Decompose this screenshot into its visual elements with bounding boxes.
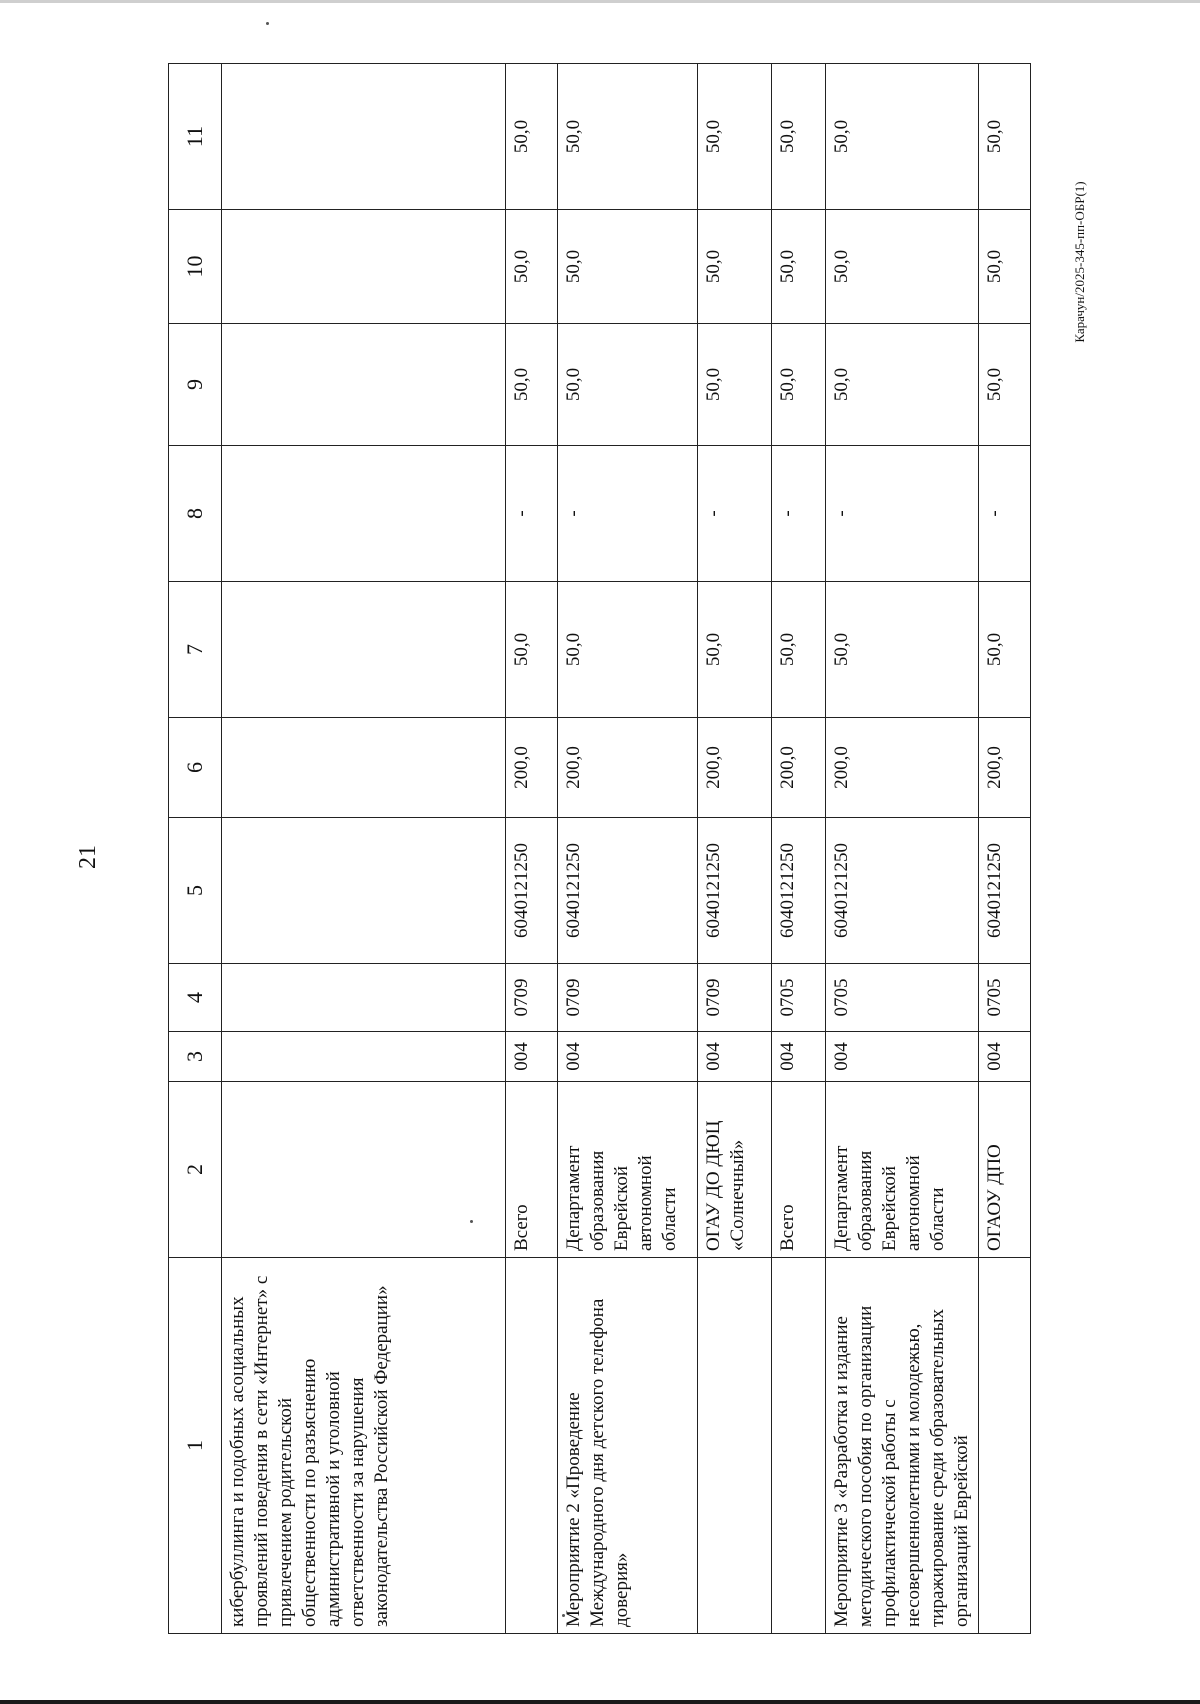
scan-top-edge <box>0 0 1200 3</box>
cell-6: 200,0 <box>506 718 558 818</box>
cell-11: 50,0 <box>698 64 772 210</box>
cell-8: - <box>979 446 1031 582</box>
cell-3: 004 <box>558 1032 698 1082</box>
cell-4 <box>222 964 506 1032</box>
responsible-cell: ОГАОУ ДПО <box>979 1082 1031 1258</box>
cell-9: 50,0 <box>979 324 1031 446</box>
cell-9: 50,0 <box>772 324 826 446</box>
cell-6: 200,0 <box>826 718 979 818</box>
cell-9: 50,0 <box>698 324 772 446</box>
column-header: 11 <box>169 64 222 210</box>
activity-name-cell <box>506 1258 558 1634</box>
cell-4: 0705 <box>979 964 1031 1032</box>
column-header: 1 <box>169 1258 222 1634</box>
cell-6: 200,0 <box>698 718 772 818</box>
page-number: 21 <box>75 845 101 869</box>
cell-4: 0709 <box>558 964 698 1032</box>
cell-8: - <box>772 446 826 582</box>
cell-5: 6040121250 <box>558 818 698 964</box>
cell-5 <box>222 818 506 964</box>
cell-6: 200,0 <box>772 718 826 818</box>
responsible-cell: ОГАУ ДО ДЮЦ «Солнечный» <box>698 1082 772 1258</box>
cell-7: 50,0 <box>979 582 1031 718</box>
activity-name-cell: кибербуллинга и подобных асоциальных проявлений поведения в сети «Интернет» с привлечением родительской общественности по разъяснению административной и уголовной ответственности за нарушения законодательства Российской Федерации» <box>222 1258 506 1634</box>
cell-5: 6040121250 <box>698 818 772 964</box>
activity-name-cell <box>772 1258 826 1634</box>
responsible-cell: Департамент образования Еврейской автономной области <box>826 1082 979 1258</box>
cell-6: 200,0 <box>558 718 698 818</box>
column-header: 7 <box>169 582 222 718</box>
cell-10: 50,0 <box>826 210 979 324</box>
table-row <box>506 64 558 1634</box>
cell-3: 004 <box>979 1032 1031 1082</box>
scan-speck <box>266 22 269 25</box>
cell-11 <box>222 64 506 210</box>
cell-11: 50,0 <box>826 64 979 210</box>
cell-9: 50,0 <box>506 324 558 446</box>
table-row <box>826 64 979 1634</box>
cell-3: 004 <box>698 1032 772 1082</box>
cell-5: 6040121250 <box>979 818 1031 964</box>
cell-10: 50,0 <box>506 210 558 324</box>
cell-7 <box>222 582 506 718</box>
budget-table <box>168 63 1031 1634</box>
cell-11: 50,0 <box>772 64 826 210</box>
cell-4: 0709 <box>698 964 772 1032</box>
cell-4: 0709 <box>506 964 558 1032</box>
responsible-cell <box>222 1082 506 1258</box>
cell-8: - <box>506 446 558 582</box>
cell-11: 50,0 <box>558 64 698 210</box>
cell-3: 004 <box>826 1032 979 1082</box>
column-header: 2 <box>169 1082 222 1258</box>
header-row <box>169 64 222 1634</box>
responsible-cell: Всего <box>772 1082 826 1258</box>
column-header: 4 <box>169 964 222 1032</box>
column-header: 5 <box>169 818 222 964</box>
cell-10 <box>222 210 506 324</box>
cell-10: 50,0 <box>979 210 1031 324</box>
activity-name-cell <box>979 1258 1031 1634</box>
cell-10: 50,0 <box>558 210 698 324</box>
scan-bottom-edge <box>0 1700 1200 1704</box>
column-header: 8 <box>169 446 222 582</box>
cell-5: 6040121250 <box>506 818 558 964</box>
cell-3 <box>222 1032 506 1082</box>
cell-3: 004 <box>772 1032 826 1082</box>
cell-3: 004 <box>506 1032 558 1082</box>
column-header: 6 <box>169 718 222 818</box>
activity-name-cell: Мероприятие 2 «Проведение Международного дня детского телефона доверия» <box>558 1258 698 1634</box>
document-stamp: Карачун/2025-345-пп-ОБР(1) <box>1072 181 1087 343</box>
activity-name-cell: Мероприятие 3 «Разработка и издание методического пособия по организации профилактической работы с несовершеннолетними и молодежью, тиражирование среди образовательных организаций Еврейской <box>826 1258 979 1634</box>
cell-8: - <box>698 446 772 582</box>
cell-4: 0705 <box>826 964 979 1032</box>
table-row <box>979 64 1031 1634</box>
cell-9 <box>222 324 506 446</box>
table-row <box>772 64 826 1634</box>
cell-7: 50,0 <box>558 582 698 718</box>
cell-6: 200,0 <box>979 718 1031 818</box>
table-row <box>558 64 698 1634</box>
cell-5: 6040121250 <box>826 818 979 964</box>
cell-11: 50,0 <box>506 64 558 210</box>
cell-8 <box>222 446 506 582</box>
column-header: 10 <box>169 210 222 324</box>
cell-7: 50,0 <box>698 582 772 718</box>
cell-10: 50,0 <box>772 210 826 324</box>
activity-name-cell <box>698 1258 772 1634</box>
cell-9: 50,0 <box>826 324 979 446</box>
cell-7: 50,0 <box>772 582 826 718</box>
cell-11: 50,0 <box>979 64 1031 210</box>
column-header: 9 <box>169 324 222 446</box>
responsible-cell: Департамент образования Еврейской автономной области <box>558 1082 698 1258</box>
column-header: 3 <box>169 1032 222 1082</box>
cell-10: 50,0 <box>698 210 772 324</box>
cell-7: 50,0 <box>826 582 979 718</box>
cell-4: 0705 <box>772 964 826 1032</box>
responsible-cell: Всего <box>506 1082 558 1258</box>
rotated-table-container <box>168 64 1098 1634</box>
cell-5: 6040121250 <box>772 818 826 964</box>
table-row <box>698 64 772 1634</box>
cell-7: 50,0 <box>506 582 558 718</box>
cell-9: 50,0 <box>558 324 698 446</box>
cell-8: - <box>826 446 979 582</box>
table-row <box>222 64 506 1634</box>
cell-6 <box>222 718 506 818</box>
cell-8: - <box>558 446 698 582</box>
